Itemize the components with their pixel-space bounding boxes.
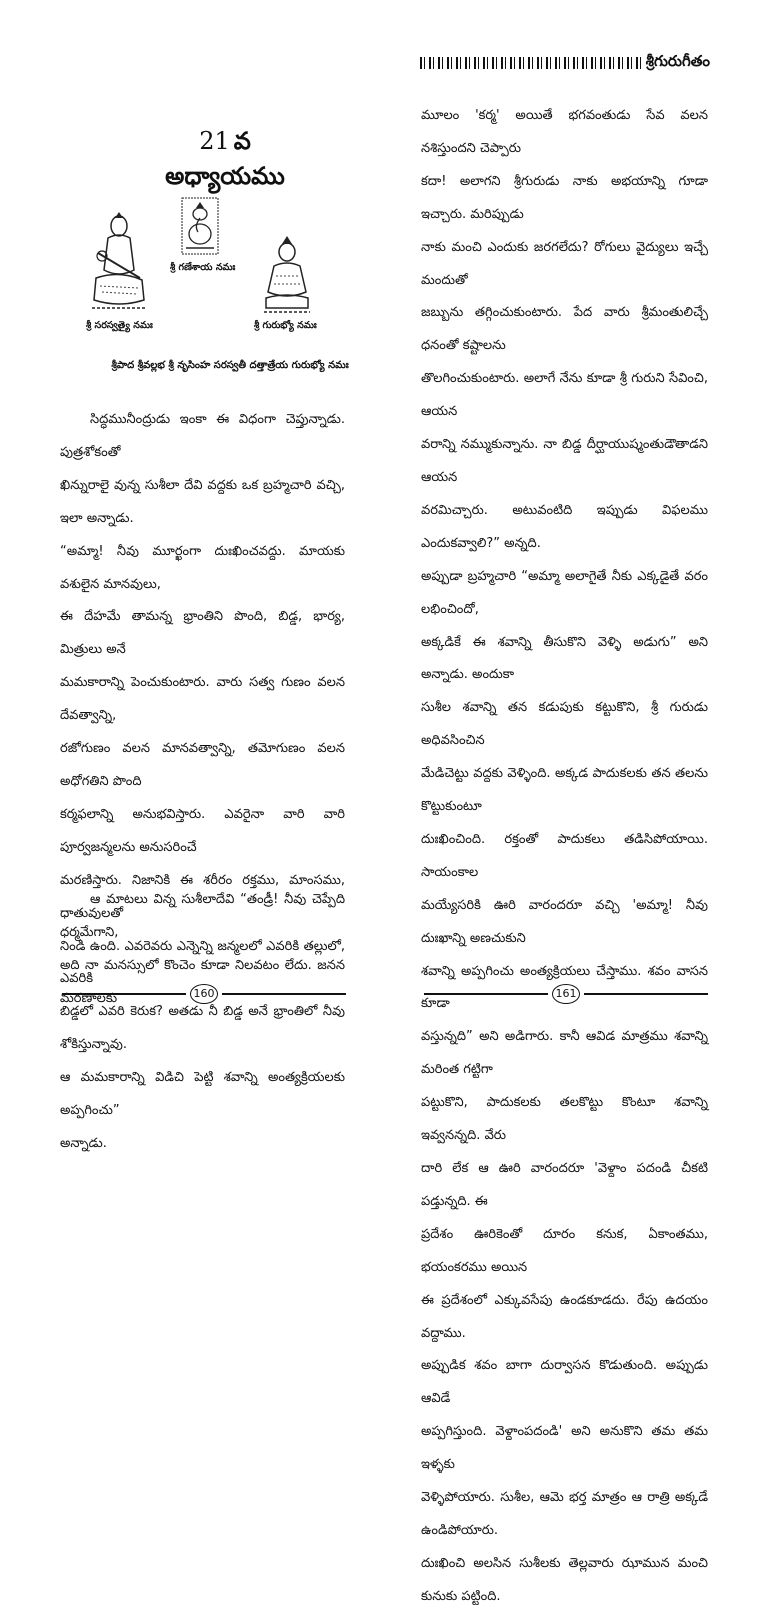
text-line: దుఃఖించింది. రక్తంతో పాదుకలు తడిసిపోయాయి. సాయంకాల	[421, 831, 708, 880]
text-line: జబ్బును తగ్గించుకుంటారు. పేద వారు శ్రీమంతులిచ్చే ధనంతో కష్టాలను	[421, 305, 708, 354]
text-line: ఈ దేహమే తామన్న భ్రాంతిని పొంది, బిడ్డ, భార్య, మిత్రులు అనే	[60, 609, 345, 658]
left-paragraph-1	[60, 404, 345, 1161]
saraswati-caption: శ్రీ సరస్వత్యై నమః	[86, 320, 153, 331]
text-line: ఖిన్నురాలై వున్న సుశీలా దేవి వద్దకు ఒక బ్రహ్మచారి వచ్చి, ఇలా అన్నాడు.	[60, 477, 345, 526]
text-line: అక్కడికే ఈ శవాన్ని తీసుకొని వెళ్ళి అడుగు” అని అన్నాడు. అందుకా	[421, 634, 708, 683]
footer-rule	[222, 993, 346, 995]
guru-image	[262, 232, 312, 314]
text-line: వరమిచ్చారు. అటువంటిది ఇప్పుడు విఫలము ఎందుకవ్వాలి?” అన్నది.	[421, 502, 708, 551]
left-footer	[62, 984, 346, 1004]
saraswati-image	[88, 208, 150, 313]
invocation-line: శ్రీపాద శ్రీవల్లభ శ్రీ నృసింహ సరస్వతీ దత్తాత్రేయ గురుభ్యో నమః	[111, 360, 349, 371]
text-line: ఆ మాటలు విన్న సుశీలాదేవి “తండ్రీ! నీవు చెప్పేది ధర్మమేగాని,	[60, 892, 345, 940]
text-line: సుశీల శవాన్ని తన కడుపుకు కట్టుకొని, శ్రీ గురుడు అధివసించిన	[421, 700, 708, 749]
chapter-title-text: వ అధ్యాయము	[165, 126, 285, 190]
text-line: అన్నాడు.	[60, 1135, 107, 1151]
header-title: శ్రీగురుగీతం	[645, 52, 710, 70]
text-line: అప్పగిస్తుంది. వెళ్దాంపదండి' అని అనుకొని తమ తమ ఇళ్ళకు	[421, 1424, 708, 1473]
text-line: తొలగించుకుంటారు. అలాగే నేను కూడా శ్రీ గురుని సేవించి, ఆయన	[421, 371, 708, 420]
text-line: అది నా మనస్సులో కొంచెం కూడా నిలవటం లేదు. జనన మరణాలకు	[60, 957, 345, 1006]
text-line: నాకు మంచి ఎందుకు జరగలేదు? రోగులు వైద్యులు ఇచ్చే మందుతో	[421, 239, 708, 288]
text-line: ఈ ప్రదేశంలో ఎక్కువసేపు ఉండకూడదు. రేపు ఉదయం వద్దాము.	[421, 1292, 708, 1341]
text-line: మయ్యేసరికి ఊరి వారందరూ వచ్చి 'అమ్మా! నీవు దుఃఖాన్ని అణచుకుని	[421, 897, 708, 946]
text-line: మూలం 'కర్మ' అయితే భగవంతుడు సేవ వలన నశిస్తుందని చెప్పారు	[421, 108, 708, 156]
text-line: బిడ్డలో ఎవరి కెరుక? అతడు నీ బిడ్డ అనే భ్రాంతిలో నీవు శోకిస్తున్నావు.	[60, 1004, 345, 1053]
text-line: వరాన్ని నమ్ముకున్నాను. నా బిడ్డ దీర్ఘాయుష్మంతుడౌతాడని ఆయన	[421, 437, 708, 485]
footer-rule	[62, 993, 186, 995]
text-line: “అమ్మా! నీవు మూర్ఖంగా దుఃఖించవద్దు. మాయకు వశులైన మానవులు,	[60, 543, 345, 592]
header-ornament	[420, 57, 643, 69]
ganesha-image	[180, 196, 220, 256]
guru-caption: శ్రీ గురుభ్యో నమః	[254, 320, 317, 331]
text-line: వస్తున్నది” అని అడిగారు. కానీ ఆవిడ మాత్రము శవాన్ని మరింత గట్టిగా	[421, 1029, 708, 1078]
text-line: వెళ్ళిపోయారు. సుశీల, ఆమె భర్త మాత్రం ఆ రాత్రి అక్కడే ఉండిపోయారు.	[421, 1490, 708, 1538]
text-line: ప్రదేశం ఊరికెంతో దూరం కనుక, ఏకాంతము, భయంకరము అయిన	[421, 1226, 708, 1275]
page-number: 161	[552, 984, 580, 1004]
right-page-text	[421, 100, 708, 1614]
ganesha-caption: శ్రీ గణేశాయ నమః	[170, 262, 236, 273]
text-line: నిండి ఉంది. ఎవరెవరు ఎన్నెన్ని జన్మలలో ఎవరికి తల్లులో, ఎవరికి	[60, 938, 345, 987]
text-line: అప్పుడిక శవం బాగా దుర్వాసన కొడుతుంది. అప్పుడు ఆవిడే	[421, 1358, 708, 1407]
left-page	[0, 0, 384, 1151]
chapter-title	[140, 126, 310, 196]
text-line: పట్టుకొని, పాదుకలకు తలకొట్టు కొంటూ శవాన్ని ఇవ్వనన్నది. వేరు	[421, 1095, 708, 1144]
text-line: సిద్ధమునీంద్రుడు ఇంకా ఈ విధంగా చెప్తున్నాడు. పుత్రశోకంతో	[60, 412, 345, 460]
text-line: శవాన్ని అప్పగించు అంత్యక్రియలు చేస్తాము. శవం వాసన కూడా	[421, 963, 708, 1012]
text-line: మరణిస్తారు. నిజానికి ఈ శరీరం రక్తము, మాంసము, ధాతువులతో	[60, 872, 345, 921]
text-line: కర్మఫలాన్ని అనుభవిస్తారు. ఎవరైనా వారి వారి పూర్వజన్మలను అనుసరించే	[60, 806, 345, 855]
text-line: మమకారాన్ని పెంచుకుంటారు. వారు సత్వ గుణం వలన దేవత్వాన్ని,	[60, 675, 345, 724]
text-line: దుఃఖించి అలసిన సుశీలకు తెల్లవారు ఝామున మంచి కునుకు పట్టింది.	[421, 1555, 708, 1604]
chapter-number: 21	[199, 127, 230, 155]
footer-rule	[424, 993, 548, 995]
text-line: కదా! అలాగని శ్రీగురుడు నాకు అభయాన్ని గూడా ఇచ్చారు. మరిప్పుడు	[421, 173, 708, 222]
text-line: దారి లేక ఆ ఊరి వారందరూ 'వెళ్దాం పదండి చీకటి పడ్తున్నది. ఈ	[421, 1161, 708, 1209]
text-line: రజోగుణం వలన మానవత్వాన్ని, తమోగుణం వలన అధోగతిని పొంది	[60, 741, 345, 789]
right-footer	[424, 984, 708, 1004]
running-header	[420, 52, 710, 74]
text-line: మేడిచెట్టు వద్దకు వెళ్ళింది. అక్కడ పాదుకలకు తన తలను కొట్టుకుంటూ	[421, 766, 708, 815]
text-line: ఆ మమకారాన్ని విడిచి పెట్టి శవాన్ని అంత్యక్రియలకు అప్పగించు”	[60, 1070, 345, 1119]
page-number: 160	[190, 984, 218, 1004]
text-line: అప్పుడా బ్రహ్మచారి “అమ్మా అలాగైతే నీకు ఎక్కడైతే వరం లభించిందో,	[421, 568, 708, 617]
footer-rule	[584, 993, 708, 995]
